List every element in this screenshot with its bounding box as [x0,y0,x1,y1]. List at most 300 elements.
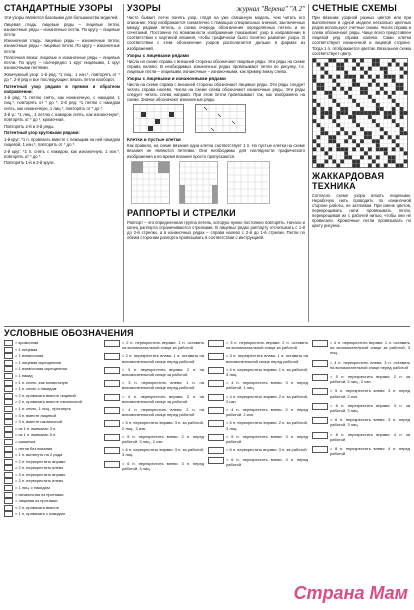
chart-cell [400,127,404,131]
stitch-symbol-icon [4,406,13,412]
legend-item [208,340,308,350]
patent-round-text-1: 1-й круг: *1 п. провязать вместе с лежащим на ней накидом лицевой, 1 изн.*, повторять от * до *. [4,136,120,148]
legend-item-text: = 3 п. перекрестить вправо: 2 п. оставить на вспомогательной спице за работой [226,340,308,351]
legend-item [4,505,100,511]
legend-item-text: = 4 п. перекрестить вправо: 2 п. на вспомогательной спице за работой [122,393,204,404]
chart-cell [324,70,328,74]
chart-cell [392,107,396,111]
chart-cell [380,107,384,111]
chart-cell [376,58,380,62]
chart-cell [372,58,376,62]
chart-cell [376,82,380,86]
legend-item-text: = 2 п. перекрестить влево: 1 п. оставить на вспомогательной спице перед работой [122,353,204,364]
chart-cell [388,95,392,99]
chart-cell [376,103,380,107]
chart-cell [368,82,372,86]
legend-item-text: = 1 лицевая скрещенная [15,359,61,365]
legend-item-text: = 1 изнаночная [15,353,44,359]
stitch-symbol-icon [4,472,13,478]
stitch-symbol-icon [104,340,120,347]
legend-item-text: = 2 п. провязать вместе лицевой [15,392,76,398]
chart-cell [340,159,344,163]
chart-cell [313,99,317,103]
chart-cell [396,163,400,167]
legend-item-text: = изнаночная из протяжки [15,491,64,497]
chart-cell [360,87,364,91]
chart-cell [388,115,392,119]
legend-item [104,380,204,390]
stitch-symbol-icon [4,399,13,405]
chart-cell [396,143,400,147]
stockinette-text: Лицевая гладь: лицевые ряды – лицевые петли, изнаночные ряды – изнаночные петли. По кругу – лицевые петли. [4,21,120,37]
chart-cell [364,87,368,91]
jacquard-text: Согласно схеме узора вязать лицевыми. Нерабочую нить проводить по изнаночной стороне работы, не затягивая. При смене цветов, перекрещивать нити: провязывать петли, перекрещивая их с рабочей нитью, чтобы они не провисали. Кромочные петли провязывать по цвету рисунка. [312,192,411,229]
chart-cell [368,95,372,99]
legend-item [4,465,100,471]
legend-item-text: = 8 п. перекрестить вправо: 4 п. за работой [330,431,410,442]
chart-cell [352,111,356,115]
chart-cell [404,159,408,163]
chart-cell [352,131,356,135]
legend-item [208,353,308,363]
chart-cell [360,147,364,151]
stitch-symbol-icon [312,360,328,367]
legend-item-text: = 6 п. перекрестить влево: 3 п. перед работой, 3 лиц. [330,417,410,428]
chart-cell [360,66,364,70]
cell-charts [131,161,305,205]
chart-cell [344,111,348,115]
chart-cell [384,163,388,167]
legend-item [208,420,308,430]
chart-cell [316,103,320,107]
stitch-symbol-icon [208,420,224,427]
chart-cell [340,107,344,111]
chart-cell [400,87,404,91]
stitch-symbol-icon [4,465,13,471]
chart-cell [388,135,392,139]
chart-cell [376,62,380,66]
chart-cell [384,74,388,78]
legend-item-text: = 1 накид [15,372,33,378]
chart-cell [376,111,380,115]
legend-item-text: = 2 п. провязать вместе изнаночной [15,399,82,405]
chart-cell [316,82,320,86]
chart-cell [372,99,376,103]
chart-cell [368,115,372,119]
chart-cell [400,66,404,70]
chart-cell [364,91,368,95]
chart-cell [344,151,348,155]
legend-item-text: = 1 п. снять, как изнаночную [15,379,68,385]
patent-rows-text-3: Повторять 2-й и 3-й ряды. [4,123,55,129]
legend-item [208,447,308,454]
chart-cell [328,115,332,119]
section-divider [4,326,410,327]
stitch-symbol-icon [4,459,13,465]
chart-cell [368,111,372,115]
stitch-symbol-icon [208,457,224,464]
stitch-symbol-icon [104,353,120,360]
chart-cell [360,74,364,78]
chart-cell [384,70,388,74]
patent-rows-heading: Патентный узор рядами в прямом и обратном направлении: [4,83,120,94]
chart-cell [392,155,396,159]
chart-cell [356,123,360,127]
stitch-symbol-icon [208,367,224,374]
chart-cell [388,111,392,115]
chart-cell [396,82,400,86]
stitch-symbol-icon [4,360,13,366]
chart-cell [356,62,360,66]
legend-item-text: = 4 п. перекрестить вправо: 1 п. за работой, 3 лиц. [226,366,308,378]
stitch-symbol-icon [4,492,13,498]
chart-cell [376,107,380,111]
chart-cell [320,147,324,151]
chart-cell [400,111,404,115]
chart-cell [392,74,396,78]
chart-cell [340,147,344,151]
chart-cell [313,74,317,78]
chart-cell [360,107,364,111]
chart-cell [376,91,380,95]
legend-item-text: = 1 лиц. с накидом [15,485,50,491]
counting-charts-column [312,3,411,321]
chart-cell [400,163,404,167]
chart-cell [316,87,320,91]
chart-cell [344,155,348,159]
stitch-symbol-icon [4,426,13,432]
chart-cell [320,111,324,115]
standard-patterns-title: СТАНДАРТНЫЕ УЗОРЫ [4,3,113,13]
chart-cell [384,147,388,151]
legend-title: УСЛОВНЫЕ ОБОЗНАЧЕНИЯ [4,328,134,338]
chart-cell [340,111,344,115]
chart-cell [396,135,400,139]
chart-cell [328,139,332,143]
chart-cell [368,74,372,78]
chart-cell [380,127,384,131]
cells-heading: Клетки и пустые клетки [127,137,181,143]
legend-item-text: = 4 п. перекрестить влево: 3 п. оставить на вспомогательной спице перед работой [330,359,410,370]
chart-cell [352,66,356,70]
chart-cell [313,58,317,62]
chart-cell [316,143,320,147]
chart-cell [368,155,372,159]
chart-cell [356,103,360,107]
chart-cell [376,155,380,159]
legend-item-text: = 5 п. перекрестить вправо: 2 п. за работой, 3 лиц. [226,420,308,431]
legend-item [4,366,100,372]
stitch-symbol-icon [4,380,13,386]
watermark: Страна Мам [293,583,408,603]
stitch-symbol-icon [208,353,224,360]
legend-item [4,380,100,386]
stitch-symbol-icon [104,367,120,374]
chart-cell [320,82,324,86]
chart-cell [348,74,352,78]
legend-item [4,413,100,419]
stitch-symbol-icon [4,439,13,445]
stitch-symbol-icon [208,380,224,387]
legend-item-text: = лицевая из протяжки [15,498,58,504]
legend-item [4,426,100,432]
chart-cell [352,99,356,103]
legend-item [104,420,204,430]
chart-cell [400,107,404,111]
stitch-symbol-icon [4,393,13,399]
stitch-symbol-icon [4,498,13,504]
chart-cell [348,155,352,159]
legend-item [104,447,204,457]
legend-item [208,380,308,390]
legend-item [104,434,204,444]
chart-cell [372,111,376,115]
chart-cell [360,91,364,95]
stitch-symbol-icon [312,340,328,347]
knit-purl-rows-text: Числа на схеме справа с внешней стороны обозначают лицевые ряды. Эти ряды следует читать справа налево. Числа на схеме слева обозначают изнаночные ряды. Эти ряды следует читать слева направо. При этом петли провязывают так, как изображено на схеме. Значки обозначают изнаночные ряды. [127,81,305,103]
chart-cell [356,82,360,86]
legend-item-text: = 6 п. перекрестить вправо: 3 п. за работой, 3 лиц. [122,447,204,458]
legend-item [4,439,100,445]
legend-item [312,432,410,442]
chart-cell [356,111,360,115]
chart-cell [368,66,372,70]
legend-item [208,394,308,404]
jacquard-chart [312,58,408,168]
legend-item [4,347,100,353]
chart-cell [404,111,408,115]
chart-cell [344,107,348,111]
chart-cell [336,163,340,167]
chart-cell [392,78,396,82]
chart-cell [396,123,400,127]
patent-round-text-3: Повторять 1-й и 2-й круги. [4,160,55,166]
legend-item-text: = 2 п. перекрестить вправо [15,458,66,464]
chart-cell [332,139,336,143]
legend-item [4,373,100,379]
example-chart-2 [195,104,247,134]
stitch-symbol-icon [208,447,224,454]
chart-cell [320,127,324,131]
chart-cell [388,155,392,159]
chart-cell [316,62,320,66]
stitch-symbol-icon [208,340,224,347]
chart-cell [336,74,340,78]
legend-item [4,432,100,438]
legend-item-text: = 2 п. провязать вместе [15,504,60,510]
chart-cell [404,70,408,74]
chart-cell [352,119,356,123]
chart-cell [372,139,376,143]
chart-cell [392,119,396,123]
legend-item-text: = 1 п. снять с накидом [15,386,57,392]
stitch-symbol-icon [4,478,13,484]
chart-cell [348,87,352,91]
chart-cell [360,127,364,131]
chart-cell [324,131,328,135]
chart-cell [348,135,352,139]
stitch-symbol-icon [4,347,13,353]
chart-cell [340,62,344,66]
legend-item [4,498,100,504]
legend-item-text: = 5 п. перекрестить вправо: 3 п. за работой, 2 лиц., 3 изн. [122,420,204,431]
chart-cell [384,66,388,70]
legend-item [4,472,100,478]
chart-cell [324,111,328,115]
stitch-symbol-icon [4,353,13,359]
legend-item-text: = 6 п. перекрестить вправо: 3 п. за работой, 3 лиц. [330,402,410,414]
counting-charts-text: При вязании узорной разных цветов или при выполнении в одной модели несколько цветных рядов используют счетные схемы. Числа справа и слева обозначают ряды. Чаще всего представлен лицевой ряд справа налево. Сами клетки соответствуют изнаночной и лицевой стороне. Тогда 1 п. отображается цветом. Вязальная схема соответствует цвету. [312,15,411,56]
legend-item-text: = из 1 п. вывязать 5 п. [15,432,57,438]
chart-cell [364,70,368,74]
stitch-symbol-icon [312,446,328,453]
chart-cell [328,91,332,95]
chart-cell [336,131,340,135]
legend-item [208,457,308,467]
chart-cell [313,111,317,115]
stitch-symbol-icon [4,432,13,438]
stitch-symbol-icon [4,446,13,452]
chart-cell [328,155,332,159]
chart-cell [352,139,356,143]
legend-item [104,367,204,377]
chart-cell [368,163,372,167]
chart-cell [313,91,317,95]
column-divider-2 [308,4,309,322]
chart-cell [324,62,328,66]
chart-cell [313,155,317,159]
chart-cell [372,78,376,82]
chart-cell [332,78,336,82]
legend-item [4,386,100,392]
chart-cell [336,103,340,107]
chart-cell [313,119,317,123]
chart-cell [344,147,348,151]
legend-item [208,367,308,377]
legend-item-text: = 4 п. перекрестить влево: 2 п. на вспомогательной спице перед работой [122,407,204,418]
legend-item-text: = 3 п. перекрестить вправо: 2 п. на вспомогательной спице за работой [122,366,204,378]
cell-chart-1 [131,161,171,205]
chart-cell [313,147,317,151]
chart-cell [404,131,408,135]
chart-cell [352,78,356,82]
legend-item-text: = кромочная [15,340,39,345]
chart-cell [400,131,404,135]
chart-cell [328,147,332,151]
chart-cell [344,139,348,143]
legend-item-text: = 1 п. снять, 1 лиц., протянуть [15,405,71,411]
chart-cell [368,131,372,135]
chart-cell [380,87,384,91]
chart-cell [320,115,324,119]
chart-cell [392,58,396,62]
stitch-symbol-icon [312,403,328,410]
chart-cell [372,62,376,66]
chart-cell [404,91,408,95]
chart-cell [392,147,396,151]
legend-item [4,419,100,425]
chart-cell [368,147,372,151]
chart-cell [400,82,404,86]
legend-item [312,403,410,413]
legend-item [4,399,100,405]
legend-column-2 [104,340,204,606]
legend-item [312,388,410,398]
seed-stitch-text: Жемчужный узор: 1-й ряд: *1 лиц., 1 изн.*, повторять от * до *. 2-й ряд и все последующие: вязать петли наоборот. [4,71,120,83]
legend-item [104,407,204,417]
chart-cell [332,159,336,163]
legend-item-text: = 5 п. перекрестить вправо: 2 п. за работой, 3 лиц., 2 изн. [330,374,410,385]
stitch-symbol-icon [4,511,13,517]
legend-item [4,393,100,399]
repeats-title: РАППОРТЫ И СТРЕЛКИ [127,207,236,218]
stitch-symbol-icon [104,407,120,414]
legend-item [4,459,100,465]
stitch-symbol-icon [4,452,13,458]
stitch-symbol-icon [208,394,224,401]
legend-item [4,478,100,484]
chart-cell [328,111,332,115]
stitch-symbol-icon [312,374,328,381]
chart-cell [332,135,336,139]
chart-cell [352,74,356,78]
chart-cell [360,58,364,62]
legend-column-4 [312,340,410,606]
legend-item [312,446,410,456]
cells-text: Как правило, на схеме вязания одна клетка соответствует 1 п. Но пустые клетки на схеме вязания не являются петлями. Они необходимы для наглядности графического изображения и во время вязания просто пропускаются. [127,143,305,159]
chart-cell [352,82,356,86]
chart-cell [336,115,340,119]
legend-item-text: = 3 п. перекрестить влево [15,478,64,484]
legend-item-text: = 1 лицевая [15,346,38,352]
legend-item-text: = 5 п. перекрестить влево: 3 п. перед работой, 2 изн. [330,388,410,399]
chart-cell [404,151,408,155]
chart-cell [360,155,364,159]
legend-item [312,417,410,427]
knit-purl-rows-heading: Узоры с лицевыми и изнаночными рядами [127,75,226,81]
chart-cell [320,87,324,91]
legend-item [4,353,100,359]
chart-cell [376,74,380,78]
legend-item [208,434,308,444]
legend-item [208,407,308,417]
stitch-symbol-icon [4,505,13,511]
stitch-symbol-icon [4,366,13,372]
chart-cell [313,159,317,163]
chart-cell [348,95,352,99]
chart-cell [336,143,340,147]
knit-rows-text: Числа на схеме справа с внешней стороны обозначают лицевые ряды. Эти ряды на схеме справа налево. В необходимых изнаночных рядах провязывают петли по рисунку, т.е. лицевые петли – лицевыми, изнаночные – изнаночными, как пример внизу слева. [127,58,305,74]
chart-cell [320,107,324,111]
chart-cell [356,163,360,167]
stitch-symbol-icon [208,407,224,414]
chart-cell [396,87,400,91]
chart-cell [364,131,368,135]
legend-item-text: = из 1 п. вывязать 3 п. [15,425,57,431]
chart-cell [324,151,328,155]
example-charts [133,104,305,134]
chart-cell [364,135,368,139]
chart-cell [356,143,360,147]
chart-cell [384,82,388,86]
chart-cell [336,66,340,70]
chart-cell [392,159,396,163]
legend-item-text: = петля без вязания [15,445,53,451]
legend-item-text: = 3 п. перекрестить влево: 1 п. на вспомогательной спице перед работой [122,380,204,391]
chart-cell [404,62,408,66]
counting-charts-title: СЧЕТНЫЕ СХЕМЫ [312,3,397,13]
chart-cell [328,107,332,111]
